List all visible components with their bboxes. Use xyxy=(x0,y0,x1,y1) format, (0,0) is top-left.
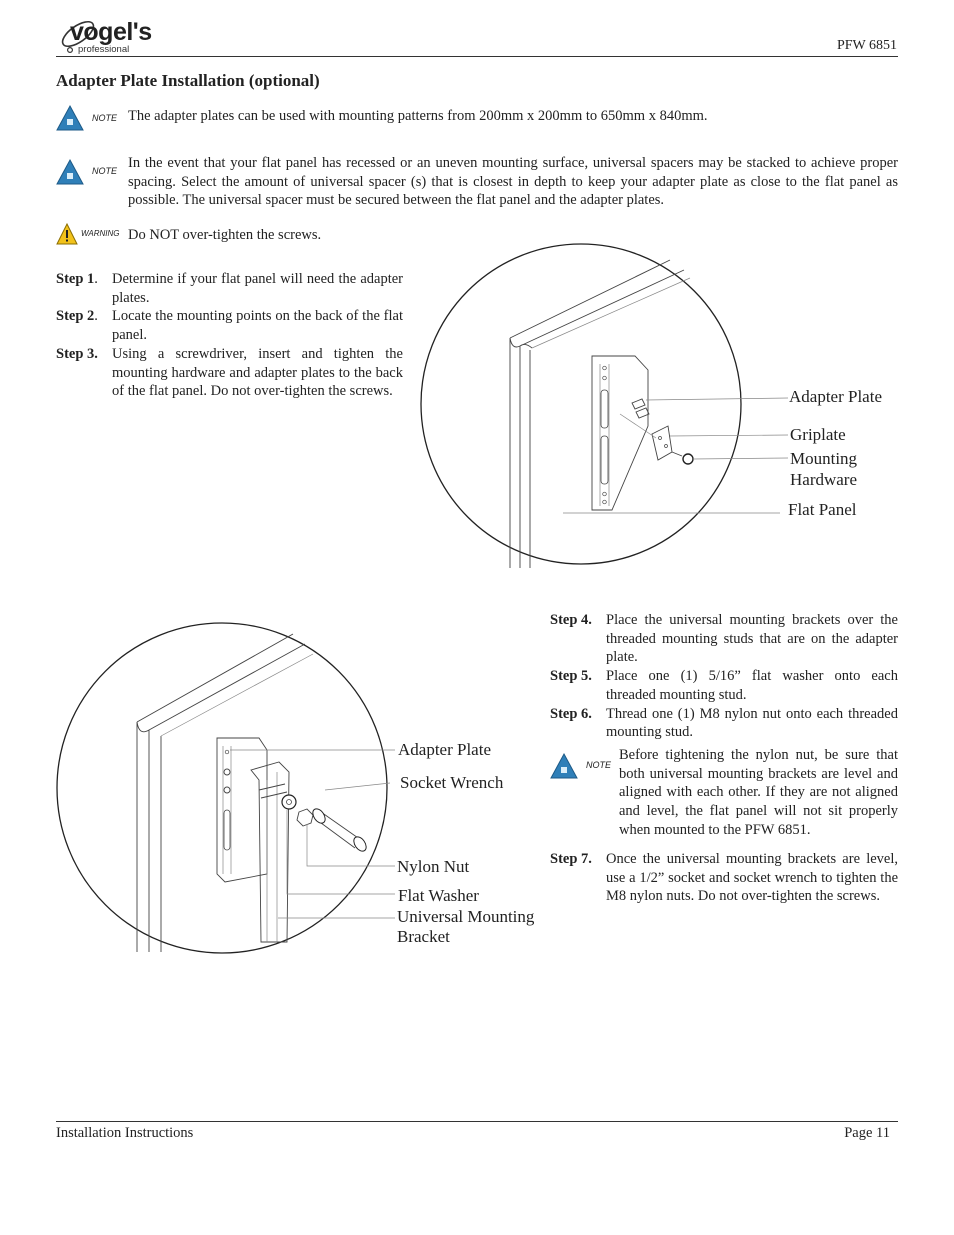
step-label: Step 6. xyxy=(550,705,592,722)
note-badge xyxy=(550,752,614,782)
warning-badge xyxy=(56,222,120,252)
label-mounting-hardware-2: Hardware xyxy=(790,470,858,489)
note-badge-label: NOTE xyxy=(586,760,612,770)
model-number: PFW 6851 xyxy=(836,38,897,53)
step-item xyxy=(550,705,898,742)
note-badge xyxy=(56,104,120,134)
step-text: Place one (1) 5/16” flat washer onto each threaded mounting stud. xyxy=(606,668,898,703)
footer-doc-title: Installation Instructions xyxy=(56,1125,194,1141)
step-label: Step 2 xyxy=(56,308,95,325)
step-item xyxy=(56,345,403,401)
steps-list-c xyxy=(550,850,898,906)
steps-list-a xyxy=(56,270,403,401)
note-badge-label: NOTE xyxy=(92,166,118,176)
label-adapter-plate: Adapter Plate xyxy=(789,387,882,406)
label-adapter-plate: Adapter Plate xyxy=(398,740,491,759)
note-text: The adapter plates can be used with mounting patterns from 200mm x 200mm to 650mm x 840mm. xyxy=(128,108,708,124)
warning-badge-label: WARNING xyxy=(81,229,120,238)
page-number: Page 11 xyxy=(844,1125,890,1141)
footer-rule xyxy=(56,1121,898,1122)
step-label: Step 1 xyxy=(56,271,95,287)
section-title: Adapter Plate Installation (optional) xyxy=(56,71,320,90)
step-item xyxy=(550,611,898,667)
brand-logo xyxy=(56,14,166,56)
label-socket-wrench: Socket Wrench xyxy=(400,773,504,792)
step-item xyxy=(550,667,898,704)
label-mounting-hardware: Mounting xyxy=(790,449,858,468)
label-nylon-nut: Nylon Nut xyxy=(397,857,470,876)
step-label: Step 5. xyxy=(550,668,592,685)
label-universal-mounting-bracket-2: Bracket xyxy=(397,927,450,946)
logo-subtitle: professional xyxy=(78,44,130,55)
figure-adapter-plate-illustration xyxy=(420,238,900,583)
note-text: Before tightening the nylon nut, be sure that both universal mounting brackets are level and aligned with each other. If they are not aligned and level, the flat panel will not sit properly when mounted to the PFW 6851. xyxy=(619,747,898,838)
warning-text: Do NOT over-tighten the screws. xyxy=(128,227,322,243)
step-item: Step 2. Locate the mounting points on the back of the flat panel. xyxy=(56,308,403,344)
label-universal-mounting-bracket: Universal Mounting xyxy=(397,907,535,926)
steps-list-b xyxy=(550,611,898,742)
step-text: Determine if your flat panel will need the adapter plates. xyxy=(112,271,403,306)
step-item xyxy=(550,850,898,906)
note-text: In the event that your flat panel has recessed or an uneven mounting surface, universal spacers may be stacked to achieve proper spacing. Select the amount of universal spacer (s) that is closest in depth to keep your adapter plate as close to the flat panel as possible. The universal spacer must be secured between the flat panel and the adapter plates. xyxy=(128,155,898,208)
header-rule xyxy=(56,56,898,57)
label-flat-panel: Flat Panel xyxy=(788,500,857,519)
logo-wordmark: vogel's xyxy=(70,18,152,46)
step-text: Locate the mounting points on the back of the flat panel. xyxy=(112,308,403,344)
note-badge-label: NOTE xyxy=(92,113,118,123)
step-text: Using a screwdriver, insert and tighten the mounting hardware and adapter plates to the back of the flat panel. Do not over-tighten the screws. xyxy=(112,345,403,400)
step-text: Thread one (1) M8 nylon nut onto each threaded mounting stud. xyxy=(606,705,898,741)
label-flat-washer: Flat Washer xyxy=(398,886,479,905)
step-label: Step 7. xyxy=(550,851,592,867)
step-item: Step 1. Determine if your flat panel will need the adapter plates. xyxy=(56,271,403,306)
step-label: Step 4. xyxy=(550,612,592,628)
step-label: Step 3. xyxy=(56,345,98,362)
label-griplate: Griplate xyxy=(790,425,846,444)
step-text: Once the universal mounting brackets are level, use a 1/2” socket and socket wrench to tighten the M8 nylon nuts. Do not over-tighten the screws. xyxy=(606,851,898,905)
note-badge xyxy=(56,158,120,188)
step-text: Place the universal mounting brackets over the threaded mounting studs that are on the adapter plate. xyxy=(606,612,898,666)
